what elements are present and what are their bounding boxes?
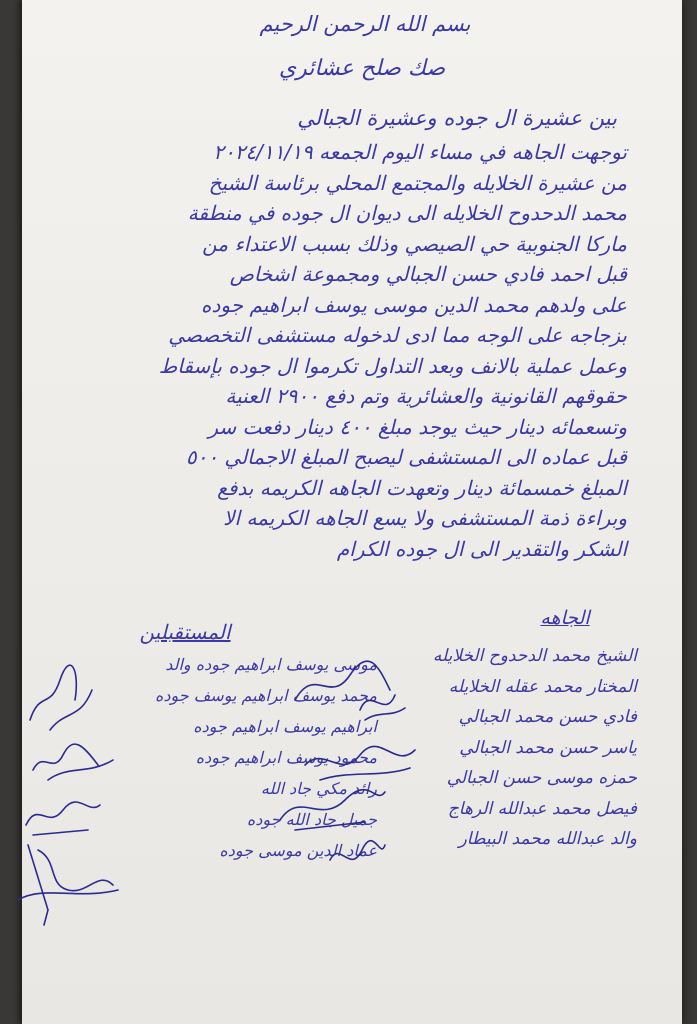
jaha-member: حمزه موسى حسن الجبالي xyxy=(446,768,637,788)
receiver-name: محمد يوسف ابراهيم يوسف جوده xyxy=(154,686,377,705)
receiver-name: جميل جاد الله جوده xyxy=(246,810,377,829)
signature-middle-4 xyxy=(270,780,390,840)
jaha-member: فادي حسن محمد الجبالي xyxy=(458,707,637,727)
signature-receivers-4 xyxy=(8,830,128,930)
body-text-line: وبراءة ذمة المستشفى ولا يسع الجاهه الكريمه الا xyxy=(223,506,627,530)
receiver-name: محمود يوسف ابراهيم جوده xyxy=(195,748,377,767)
body-text-line: وعمل عملية بالانف وبعد التداول تكرموا ال جوده بإسقاط xyxy=(158,353,627,378)
receiver-name: ابراهيم يوسف ابراهيم جوده xyxy=(193,717,377,736)
receiver-name: رائد مكي جاد الله xyxy=(260,779,377,798)
body-text-line: بزجاجه على الوجه مما ادى لدخوله مستشفى التخصصي xyxy=(168,323,627,347)
body-text-line: توجهت الجاهه في مساء اليوم الجمعه ٢٠٢٤/١١/١٩ xyxy=(213,140,627,164)
jaha-member: والد عبدالله محمد البيطار xyxy=(458,829,637,849)
body-text-line: ماركا الجنوبية حي الصيصي وذلك بسبب الاعتداء من xyxy=(202,231,627,256)
signature-middle-2 xyxy=(350,680,410,730)
signature-receivers-1 xyxy=(20,650,100,740)
receiver-name: موسى يوسف ابراهيم جوده والد xyxy=(165,655,377,674)
body-text-line: وتسعمائه دينار حيث يوجد مبلغ ٤٠٠ دينار دفعت سر xyxy=(208,414,627,439)
body-text-line: من عشيرة الخلايله والمجتمع المحلي برئاسة الشيخ xyxy=(208,170,627,195)
signature-receivers-2 xyxy=(28,730,118,790)
body-text-line: قبل احمد فادي حسن الجبالي ومجموعة اشخاص xyxy=(229,262,627,286)
signature-middle-5 xyxy=(320,835,390,885)
basmala: بسم الله الرحمن الرحيم xyxy=(259,12,471,36)
parties-line: بين عشيرة ال جوده وعشيرة الجبالي xyxy=(297,106,617,130)
body-text-line: حقوقهم القانونية والعشائرية وتم دفع ٢٩٠٠ العنية xyxy=(225,384,627,408)
jaha-member: فيصل محمد عبدالله الرهاج xyxy=(447,798,637,819)
jaha-heading: الجاهه xyxy=(540,607,590,629)
receiver-name: عماد الدين موسى جوده xyxy=(219,841,377,860)
body-text-line: على ولدهم محمد الدين موسى يوسف ابراهيم جوده xyxy=(201,292,627,317)
receivers-heading: المستقبلين xyxy=(139,620,231,644)
jaha-member: ياسر حسن محمد الجبالي xyxy=(459,737,637,758)
document-title: صك صلح عشائري xyxy=(278,56,446,81)
body-text-line: الشكر والتقدير الى ال جوده الكرام xyxy=(336,536,627,561)
body-text-line: محمد الدحدوح الخلايله الى ديوان ال جوده في منطقة xyxy=(187,201,627,225)
jaha-member: الشيخ محمد الدحدوح الخلايله xyxy=(432,646,637,666)
body-text-line: المبلغ خمسمائة دينار وتعهدت الجاهه الكريمه بدفع xyxy=(217,475,627,500)
jaha-member: المختار محمد عقله الخلايله xyxy=(448,676,637,697)
body-text-line: قبل عماده الى المستشفى ليصبح المبلغ الاجمالي ٥٠٠ xyxy=(185,445,627,469)
